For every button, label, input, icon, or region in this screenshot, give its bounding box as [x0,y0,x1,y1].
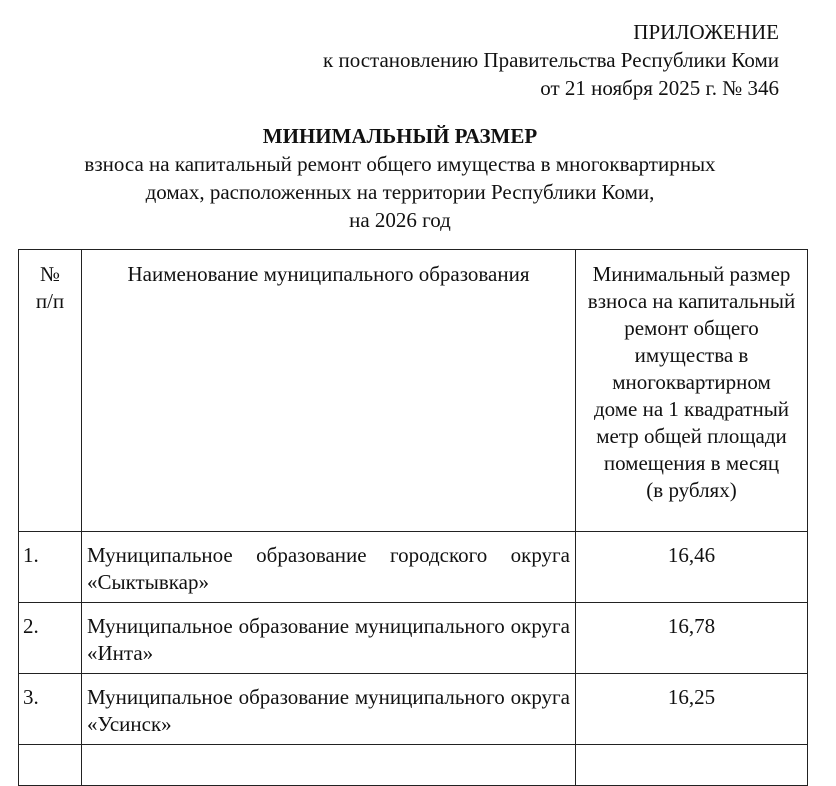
appendix-label: ПРИЛОЖЕНИЕ [633,20,779,44]
row-num: 3. [19,674,82,745]
header-value-line: имущества в [634,343,749,367]
row-num: 2. [19,603,82,674]
row-value [576,745,808,786]
row-value: 16,25 [576,674,808,745]
contribution-table [18,249,808,786]
title-line-4: на 2026 год [349,208,451,232]
appendix-date-number: от 21 ноября 2025 г. № 346 [540,76,779,100]
title-heading: МИНИМАЛЬНЫЙ РАЗМЕР [262,124,538,148]
title-line-2: взноса на капитальный ремонт общего имущества в многоквартирных [84,152,716,176]
appendix-resolution: к постановлению Правительства Республики Коми [323,48,779,72]
header-name: Наименование муниципального образования [82,250,576,532]
table-header-row [19,250,808,532]
header-value-line: метр общей площади [596,424,787,448]
table-row [19,674,808,745]
row-name: Муниципальное образование муниципального округа «Усинск» [82,674,576,745]
header-value-line: помещения в месяц [603,451,780,475]
table-row-cut-off [19,745,808,786]
header-value [576,250,808,532]
appendix-block [323,18,779,102]
header-value-line: (в рублях) [646,478,737,502]
header-num [19,250,82,532]
row-value: 16,46 [576,532,808,603]
table-row [19,603,808,674]
header-value-line: ремонт общего [624,316,759,340]
header-value-line: доме на 1 квадратный [593,397,790,421]
row-name: Муниципальное образование муниципального округа «Инта» [82,603,576,674]
header-num-line-1: № [39,262,61,286]
row-num [19,745,82,786]
header-value-line: Минимальный размер [592,262,791,286]
title-line-3: домах, расположенных на территории Республики Коми, [145,180,655,204]
document-title [0,122,800,234]
table-row [19,532,808,603]
row-name: Муниципальное образование городского округа «Сыктывкар» [82,532,576,603]
header-num-line-2: п/п [35,289,65,313]
row-name [82,745,576,786]
header-value-line: взноса на капитальный [587,289,796,313]
row-num: 1. [19,532,82,603]
row-value: 16,78 [576,603,808,674]
header-value-line: многоквартирном [612,370,771,394]
